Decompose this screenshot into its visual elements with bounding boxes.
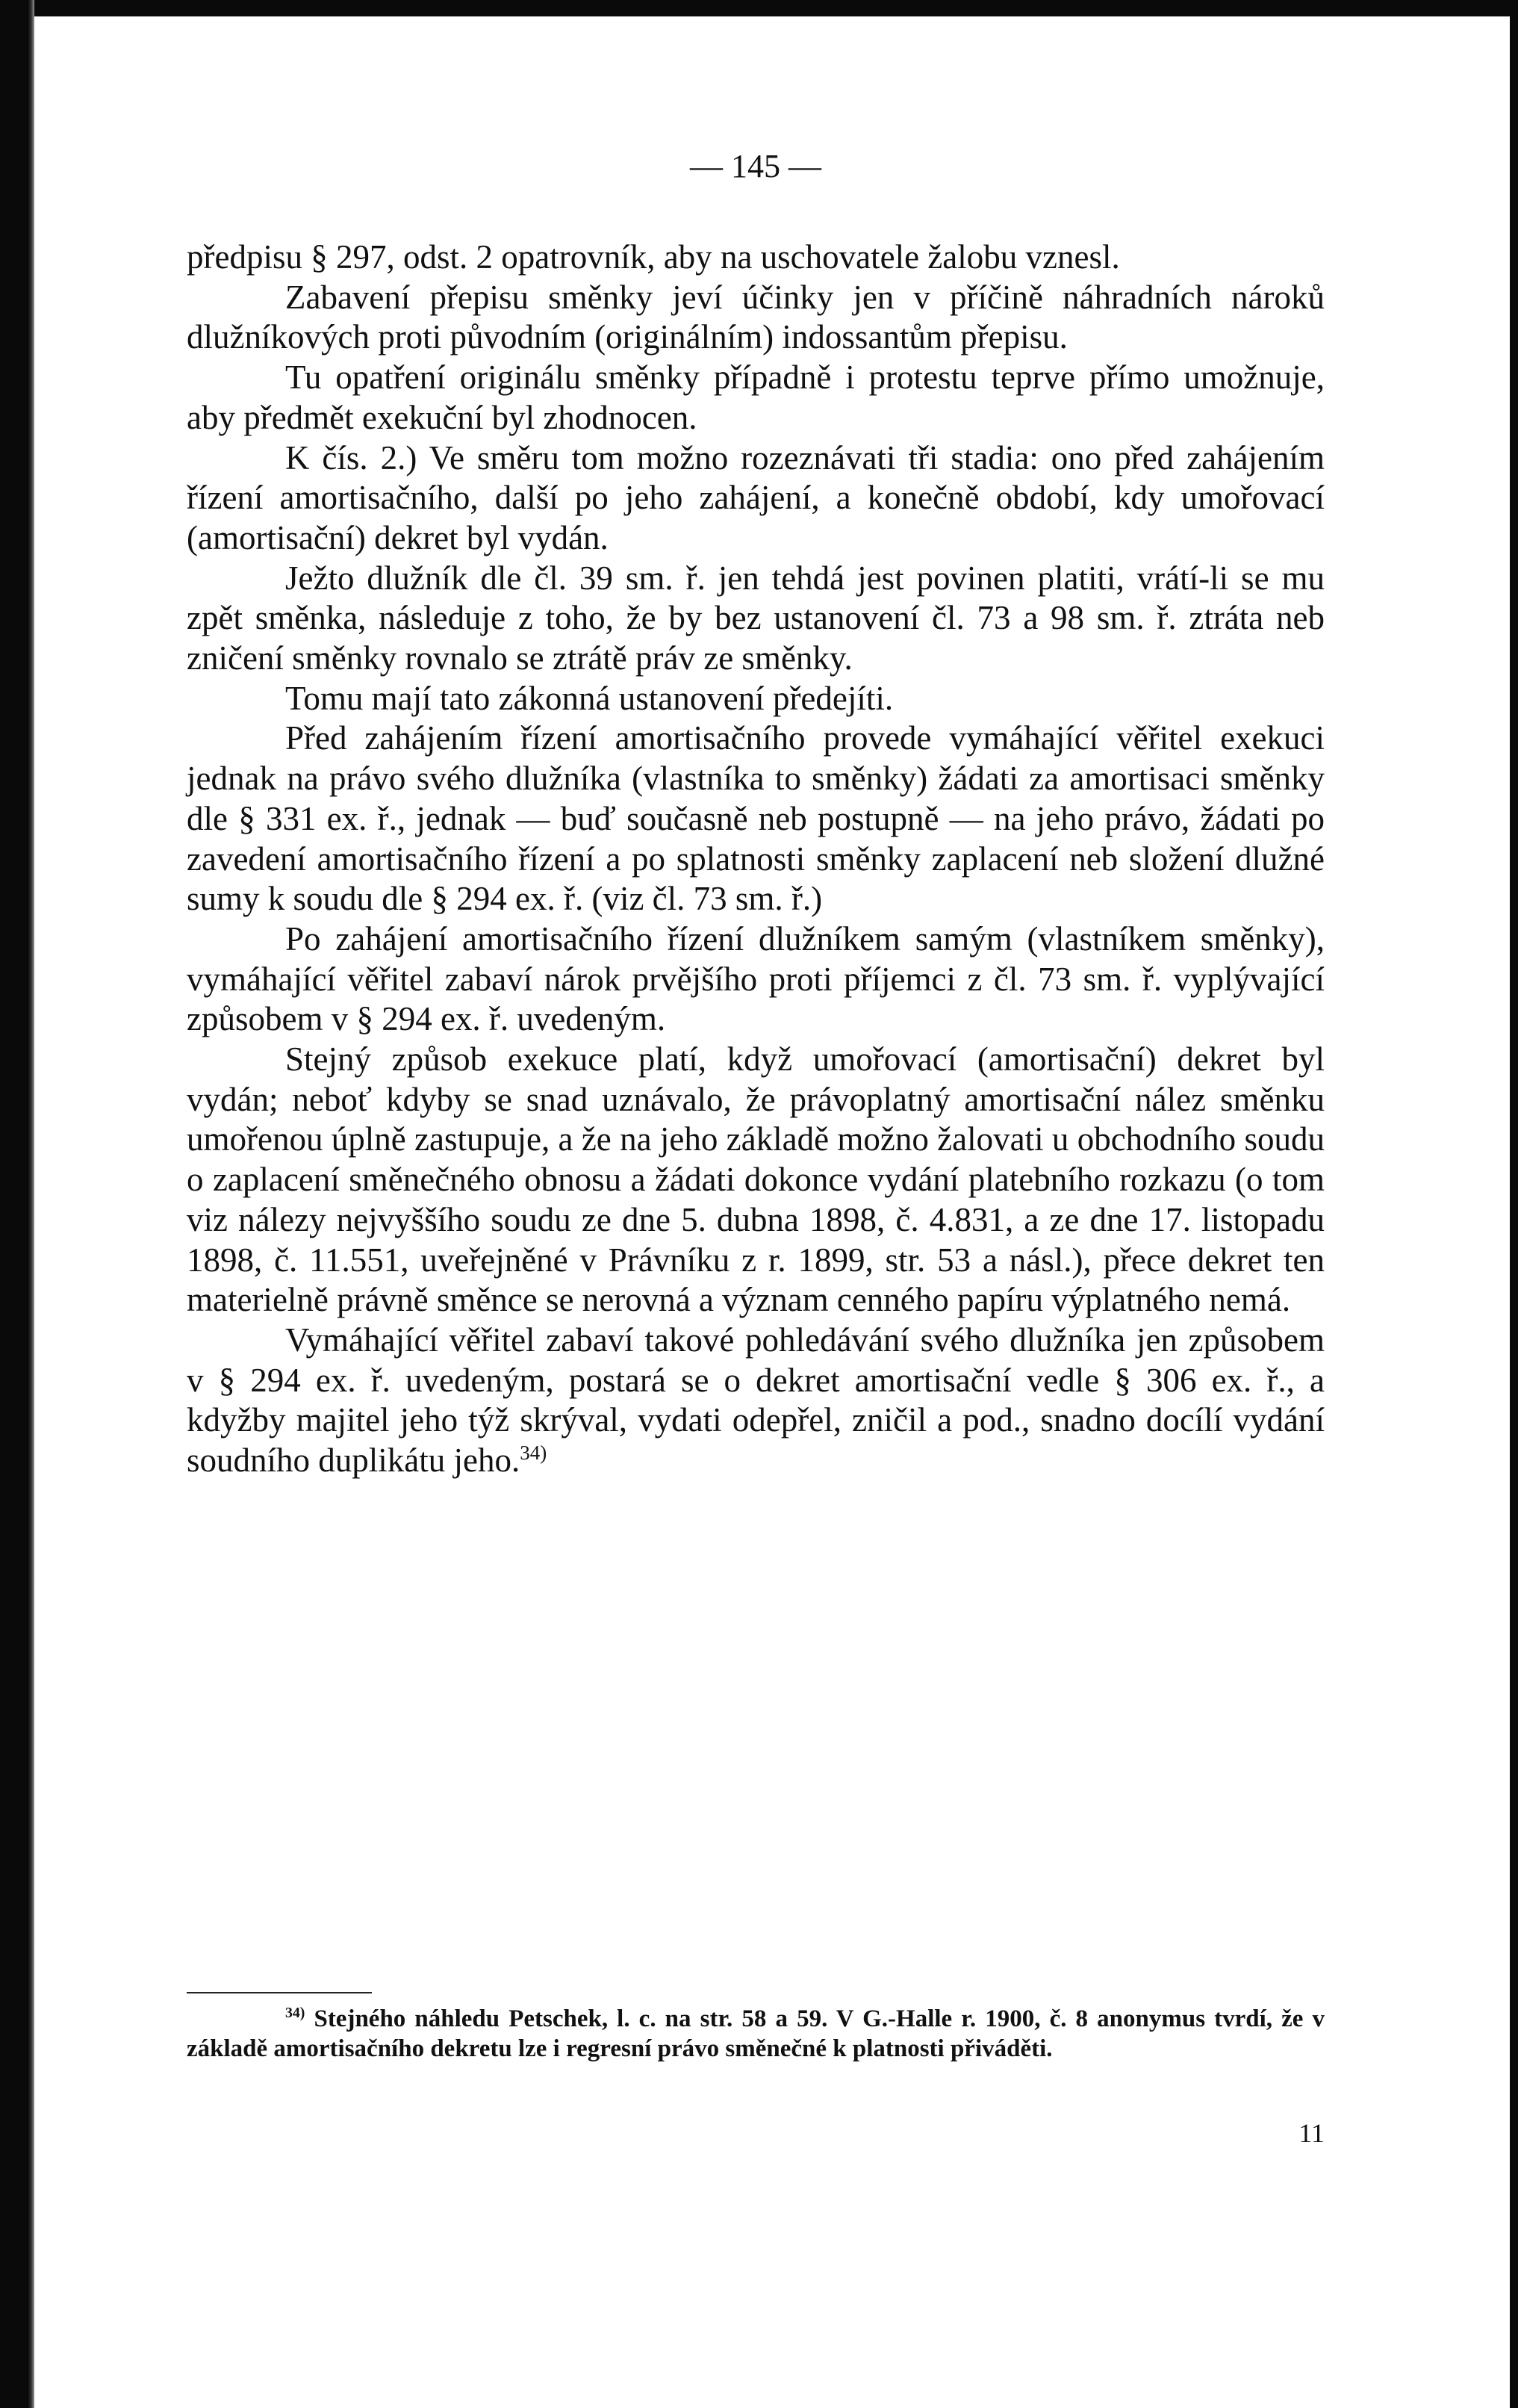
paragraph: Tu opatření originálu směnky případně i protestu teprve přímo umožnuje, aby předmět exekuční byl zhodnocen. bbox=[187, 359, 1325, 436]
footnote-marker: 34) bbox=[285, 2005, 305, 2021]
paragraph-with-footnote bbox=[187, 1321, 1325, 1481]
footnote-text: Stejného náhledu Petschek, l. c. na str. 58 a 59. V G.-Halle r. 1900, č. 8 anonymus tvrdí, že v základě amortisačního dekretu lze i regresní právo směnečné k platnosti přiváděti. bbox=[187, 2005, 1325, 2062]
paragraph-text: Vymáhající věřitel zabaví takové pohledávání svého dlužníka jen způsobem v § 294 ex. ř. uvedeným, postará se o dekret amortisační vedle § 306 ex. ř., a kdyžby majitel jeho týž skrýval, vydati odepřel, zničil a pod., snadno docílí vydání soudního duplikátu jeho. bbox=[187, 1321, 1325, 1480]
body-text bbox=[187, 238, 1325, 1481]
paragraph: Zabavení přepisu směnky jeví účinky jen v příčině náhradních nároků dlužníkových proti původním (originálním) indossantům přepisu. bbox=[187, 278, 1325, 356]
binding-edge bbox=[27, 0, 34, 2408]
signature-mark: 11 bbox=[1298, 2118, 1325, 2148]
paragraph: Před zahájením řízení amortisačního provede vymáhající věřitel exekuci jednak na právo svého dlužníka (vlastníka to směnky) žádati za amortisaci směnky dle § 331 ex. ř., jednak — buď současně neb postupně — na jeho právo, žádati po zavedení amortisačního řízení a po splatnosti směnky zaplacení neb složení dlužné sumy k soudu dle § 294 ex. ř. (viz čl. 73 sm. ř.) bbox=[187, 719, 1325, 918]
footnote-divider bbox=[187, 1992, 372, 1993]
paragraph: Stejný způsob exekuce platí, když umořovací (amortisační) dekret byl vydán; neboť kdyby se snad uznávalo, že právoplatný amortisační nález směnku umořenou úplně zastupuje, a že na jeho základě možno žalovati u obchodního soudu o zaplacení směnečného obnosu a žádati dokonce vydání platebního rozkazu (o tom viz nálezy nejvyššího soudu ze dne 5. dubna 1898, č. 4.831, a ze dne 17. listopadu 1898, č. 11.551, uveřejněné v Právníku z r. 1899, str. 53 a násl.), přece dekret ten materielně právně směnce se nerovná a význam cenného papíru výplatného nemá. bbox=[187, 1040, 1325, 1319]
paragraph: Tomu mají tato zákonná ustanovení předejíti. bbox=[285, 679, 894, 717]
paragraph: Po zahájení amortisačního řízení dlužníkem samým (vlastníkem směnky), vymáhající věřitel zabaví nárok prvějšího proti příjemci z čl. 73 sm. ř. vyplývající způsobem v § 294 ex. ř. uvedeným. bbox=[187, 919, 1325, 1038]
footnote-reference: 34) bbox=[520, 1442, 547, 1465]
page-number: — 145 — bbox=[690, 148, 821, 184]
paragraph: K čís. 2.) Ve směru tom možno rozeznávati tři stadia: ono před zahájením řízení amortisačního, další po jeho zahájení, a konečně období, kdy umořovací (amortisační) dekret byl vydán. bbox=[187, 438, 1325, 556]
paragraph: Ježto dlužník dle čl. 39 sm. ř. jen tehdá jest povinen platiti, vrátí-li se mu zpět směnka, následuje z toho, že by bez ustanovení čl. 73 a 98 sm. ř. ztráta neb zničení směnky rovnalo se ztrátě práv ze směnky. bbox=[187, 559, 1325, 677]
paragraph: předpisu § 297, odst. 2 opatrovník, aby na uschovatele žalobu vznesl. bbox=[187, 238, 1120, 276]
footnote bbox=[187, 2004, 1325, 2064]
